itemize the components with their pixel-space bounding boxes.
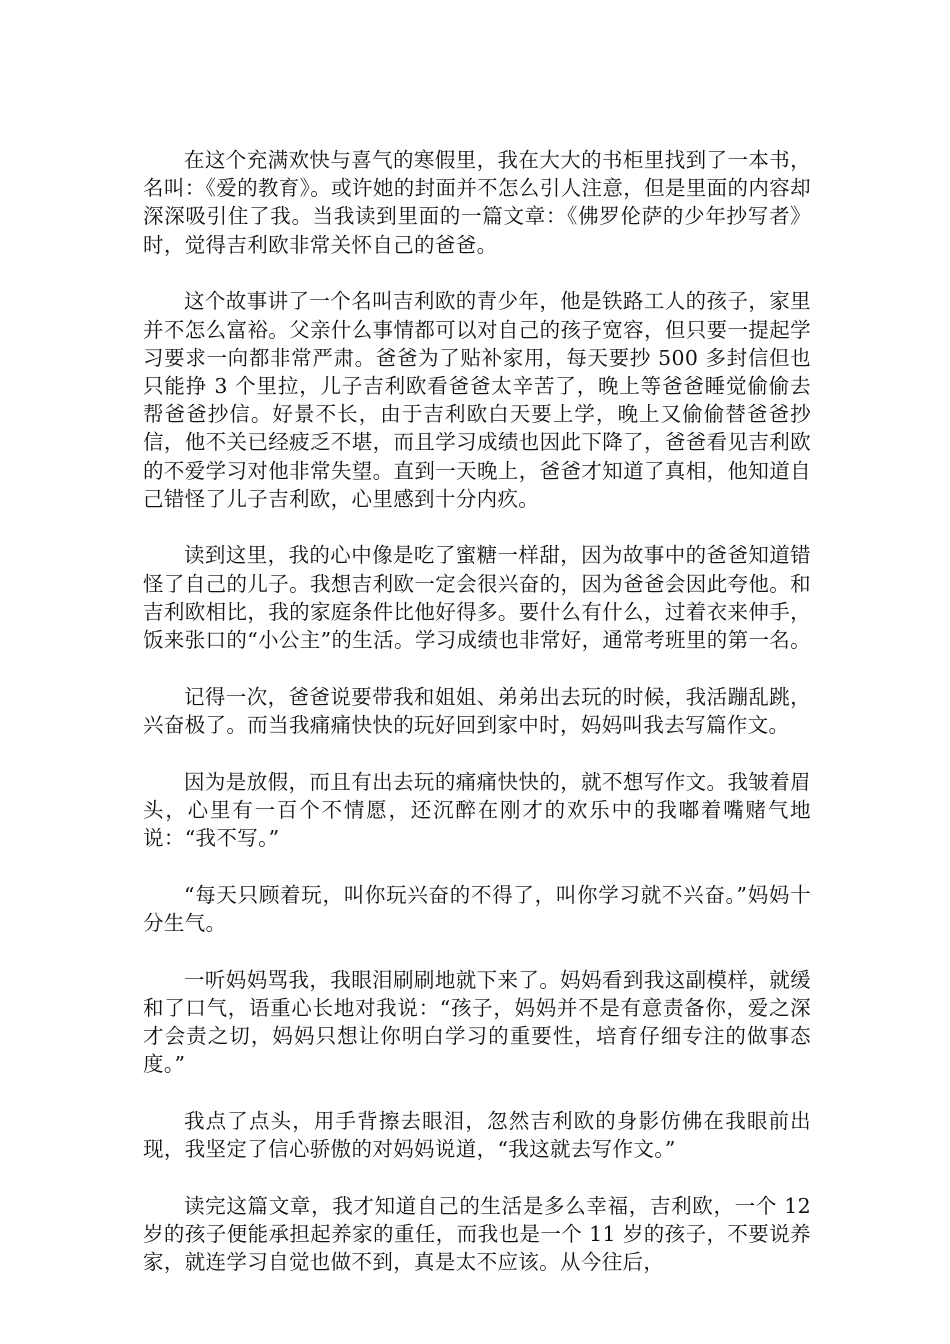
paragraph: 记得一次，爸爸说要带我和姐姐、弟弟出去玩的时候，我活蹦乱跳，兴奋极了。而当我痛痛快快的玩好回到家中时，妈妈叫我去写篇作文。	[143, 684, 811, 737]
paragraph: 读完这篇文章，我才知道自己的生活是多么幸福，吉利欧，一个 12 岁的孩子便能承担起养家的重任，而我也是一个 11 岁的孩子，不要说养家，就连学习自觉也做不到，真是太不应该。从今往后，	[143, 1193, 811, 1275]
paragraph: 一听妈妈骂我，我眼泪刷刷地就下来了。妈妈看到我这副模样，就缓和了口气，语重心长地对我说：“孩子，妈妈并不是有意责备你，爱之深才会责之切，妈妈只想让你明白学习的重要性，培育仔细专注的做事态度。”	[143, 967, 811, 1077]
paragraph: 在这个充满欢快与喜气的寒假里，我在大大的书柜里找到了一本书，名叫：《爱的教育》。或许她的封面并不怎么引人注意，但是里面的内容却深深吸引住了我。当我读到里面的一篇文章：《佛罗伦萨的少年抄写者》时，觉得吉利欧非常关怀自己的爸爸。	[143, 148, 811, 257]
paragraph: 这个故事讲了一个名叫吉利欧的青少年，他是铁路工人的孩子，家里并不怎么富裕。父亲什么事情都可以对自己的孩子宽容，但只要一提起学习要求一向都非常严肃。爸爸为了贴补家用，每天要抄 500 多封信但也只能挣 3 个里拉，儿子吉利欧看爸爸太辛苦了，晚上等爸爸睡觉偷偷去帮爸爸抄信。好景不长，由于吉利欧白天要上学，晚上又偷偷替爸爸抄信，他不关已经疲乏不堪，而且学习成绩也因此下降了，爸爸看见吉利欧的不爱学习对他非常失望。直到一天晚上，爸爸才知道了真相，他知道自己错怪了儿子吉利欧，心里感到十分内疚。	[143, 289, 811, 511]
document-body	[143, 146, 811, 1277]
paragraph: 因为是放假，而且有出去玩的痛痛快快的，就不想写作文。我皱着眉头，心里有一百个不情愿，还沉醉在刚才的欢乐中的我嘟着嘴赌气地说：“我不写。”	[143, 769, 811, 851]
paragraph: 我点了点头，用手背擦去眼泪，忽然吉利欧的身影仿佛在我眼前出现，我坚定了信心骄傲的对妈妈说道，“我这就去写作文。”	[143, 1108, 811, 1162]
paragraph: 读到这里，我的心中像是吃了蜜糖一样甜，因为故事中的爸爸知道错怪了自己的儿子。我想吉利欧一定会很兴奋的，因为爸爸会因此夸他。和吉利欧相比，我的家庭条件比他好得多。要什么有什么，过着衣来伸手，饭来张口的“小公主”的生活。学习成绩也非常好，通常考班里的第一名。	[143, 543, 812, 653]
paragraph: “每天只顾着玩，叫你玩兴奋的不得了，叫你学习就不兴奋。”妈妈十分生气。	[143, 882, 811, 935]
